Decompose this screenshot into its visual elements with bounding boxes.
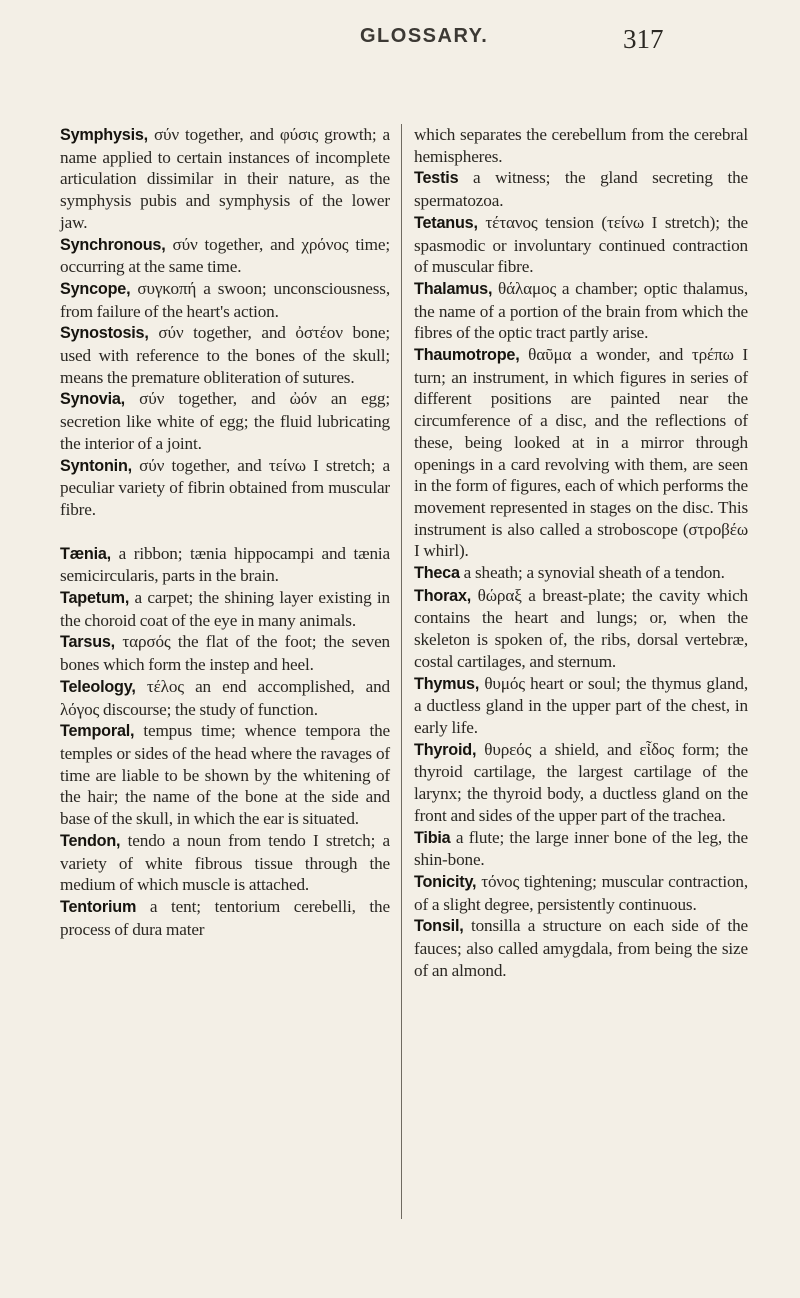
section-gap	[105, 521, 390, 543]
left-column	[60, 124, 390, 940]
glossary-entry	[414, 827, 748, 871]
glossary-term: Tænia,	[60, 544, 111, 563]
glossary-term: Syncope,	[60, 279, 131, 298]
glossary-definition: a witness; the gland secreting the spermatozoa.	[414, 168, 748, 211]
glossary-entry	[414, 278, 748, 344]
page-number: 317	[623, 24, 664, 54]
glossary-term: Tarsus,	[60, 633, 115, 652]
glossary-definition: σύν together, and χρόνος time; occurring at the same time.	[60, 234, 390, 277]
glossary-definition: ταρσός the flat of the foot; the seven bones which form the instep and heel.	[60, 632, 390, 675]
glossary-definition: θάλαμος a chamber; optic thalamus, the name of a portion of the brain from which the fibres of the optic tract partly arise.	[414, 278, 748, 343]
glossary-term: Symphysis,	[60, 126, 148, 144]
glossary-entry	[414, 673, 748, 739]
glossary-term: Tendon,	[60, 831, 121, 850]
glossary-definition: a sheath; a synovial sheath of a tendon.	[463, 563, 725, 583]
glossary-entry	[60, 455, 390, 521]
glossary-definition: τέλος an end accomplished, and λόγος discourse; the study of function.	[60, 676, 390, 719]
glossary-definition: which separates the cerebellum from the cerebral hemispheres.	[414, 125, 748, 166]
glossary-entry	[414, 915, 748, 981]
glossary-term: Tonsil,	[414, 917, 464, 936]
glossary-entry	[414, 585, 748, 673]
glossary-definition: σύν together, and τείνω I stretch; a peculiar variety of fibrin obtained from muscular fibre.	[60, 455, 390, 519]
page-header	[0, 25, 800, 65]
glossary-term: Synovia,	[60, 390, 125, 409]
glossary-definition: tonsilla a structure on each side of the fauces; also called amygdala, from being the size of an almond.	[414, 916, 748, 980]
glossary-definition: σύν together, and ὀστέον bone; used with reference to the bones of the skull; means the premature obliteration of sutures.	[60, 323, 390, 387]
glossary-entry	[60, 543, 390, 587]
glossary-definition: tendo a noun from tendo I stretch; a variety of white fibrous tissue through the medium of which muscle is attached.	[60, 830, 390, 895]
glossary-entry	[414, 212, 748, 278]
glossary-entry	[414, 167, 748, 211]
glossary-definition: θυμός heart or soul; the thymus gland, a ductless gland in the upper part of the chest, in early life.	[414, 673, 748, 737]
glossary-definition: τόνος tightening; muscular contraction, of a slight degree, persistently continuous.	[414, 871, 748, 914]
glossary-entry	[414, 124, 748, 167]
glossary-term: Thorax,	[414, 586, 472, 605]
glossary-term: Thaumotrope,	[414, 346, 520, 365]
glossary-definition: σύν together, and φύσις growth; a name applied to certain instances of incomplete articulation dissimilar in their nature, as the symphysis pubis and symphysis of the lower jaw.	[60, 125, 390, 232]
glossary-entry	[60, 896, 390, 940]
glossary-definition: τέτανος tension (τείνω I stretch); the spasmodic or involuntary continued contraction of muscular fibre.	[414, 212, 748, 277]
glossary-definition: a tent; tentorium cerebelli, the process of dura mater	[60, 896, 390, 939]
glossary-entry	[60, 234, 390, 278]
glossary-entry	[60, 322, 390, 388]
glossary-term: Thyroid,	[414, 740, 477, 759]
glossary-term: Synostosis,	[60, 324, 149, 343]
glossary-term: Tapetum,	[60, 589, 130, 608]
glossary-entry	[60, 587, 390, 631]
glossary-definition: σύν together, and ὠόν an egg; secretion like white of egg; the fluid lubricating the interior of a joint.	[60, 389, 390, 453]
glossary-definition: a carpet; the shining layer existing in the choroid coat of the eye in many animals.	[60, 588, 390, 630]
glossary-term: Testis	[414, 169, 459, 188]
glossary-term: Tetanus,	[414, 213, 478, 232]
glossary-entry	[60, 124, 390, 234]
glossary-term: Temporal,	[60, 722, 135, 741]
glossary-definition: a flute; the large inner bone of the leg, the shin-bone.	[414, 827, 748, 870]
glossary-entry	[414, 739, 748, 827]
glossary-definition: συγκοπή a swoon; unconsciousness, from failure of the heart's action.	[60, 278, 390, 321]
glossary-entry	[60, 676, 390, 720]
glossary-entry	[60, 278, 390, 322]
glossary-term: Tonicity,	[414, 872, 477, 891]
glossary-term: Tentorium	[60, 897, 137, 916]
column-divider	[401, 124, 402, 1219]
glossary-term: Synchronous,	[60, 235, 166, 254]
glossary-entry	[60, 388, 390, 454]
glossary-entry	[414, 562, 748, 585]
glossary-definition: θυρεός a shield, and εἶδος form; the thyroid cartilage, the largest cartilage of the larynx; the thyroid body, a ductless gland on the front and sides of the upper part of the trachea.	[414, 739, 748, 825]
running-head: GLOSSARY.	[360, 25, 489, 47]
glossary-definition: tempus time; whence tempora the temples or sides of the head where the ravages of time are liable to be shown by the whitening of the hair; the name of the bone at the side and base of the skull, in which the ear is situated.	[60, 721, 390, 829]
glossary-term: Theca	[414, 564, 460, 583]
glossary-entry	[414, 344, 748, 562]
glossary-definition: θαῦμα a wonder, and τρέπω I turn; an instrument, in which figures in series of different positions are painted near the circumference of a disc, and the reflections of these, being looked at in a mirror through openings in a card revolving with them, are seen in the form of figures, each of which performs the movement represented in stages on the disc. This instrument is also called a stroboscope (στροβέω I whirl).	[414, 345, 748, 561]
right-column	[414, 124, 748, 981]
glossary-entry	[60, 631, 390, 675]
glossary-term: Thymus,	[414, 674, 480, 693]
glossary-entry	[414, 871, 748, 915]
glossary-definition: θώραξ a breast-plate; the cavity which contains the heart and lungs; or, when the skeleton is spoken of, the ribs, dorsal vertebræ, costal cartilages, and sternum.	[414, 585, 748, 671]
glossary-term: Tibia	[414, 828, 451, 847]
glossary-entry	[60, 830, 390, 896]
glossary-term: Thalamus,	[414, 279, 493, 298]
glossary-term: Syntonin,	[60, 456, 132, 475]
glossary-definition: a ribbon; tænia hippocampi and tænia semicircularis, parts in the brain.	[60, 543, 390, 586]
glossary-term: Teleology,	[60, 677, 136, 696]
glossary-entry	[60, 720, 390, 830]
